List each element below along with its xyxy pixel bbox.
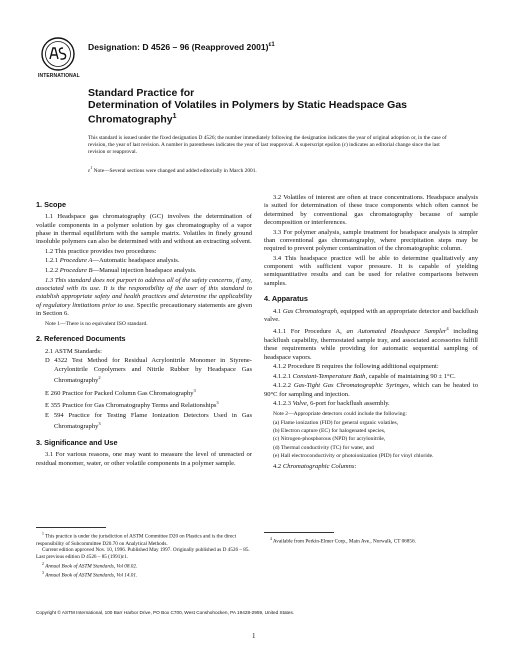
section-heading-significance: 3. Significance and Use (36, 437, 118, 447)
title-line-2: Determination of Volatiles in Polymers by Static Headspace Gas Chromatography$^1$ (88, 99, 407, 126)
reference-e594: E 594 Practice for Testing Flame Ionization Detectors Used in Gas Chromatography$^3$ (45, 411, 252, 431)
paragraph-1-1: 1.1 Headspace gas chromatography (GC) involves the determination of volatile components in a polymer solution by gas chromatography of a vapor phase in thermal equilibrium with the sample matrix. Volatiles in finely ground insoluble polymers can also be determined with and without an extracting solvent. (36, 213, 252, 246)
paragraph-4-1-2-2: 4.1.2.2 Gas-Tight Gas Chromatographic Syringes, which can be heated to 90°C for sampling and injection. (264, 382, 478, 398)
right-column (264, 194, 478, 472)
designation: Designation: D 4526 – 96 (Reapproved 2001)$^{\varepsilon 1}$ (88, 42, 275, 52)
footnote-3: $^3$ Annual Book of ASTM Standards, Vol 14.01. (42, 571, 138, 580)
issued-statement: This standard is issued under the fixed designation D 4526; the number immediately following the designation indicates the year of original adoption or, in the case of revision, the year of last revision. A number in parentheses indicates the year of last reapproval. A superscript epsilon (ε) indicates an editorial change since the last revision or reapproval. (88, 135, 447, 156)
title-line-1: Standard Practice for (88, 87, 195, 99)
section-heading-apparatus: 4. Apparatus (264, 294, 308, 304)
detector-c: (c) Nitrogen-phosphorous (NPD) for acrylonitrile, (273, 436, 386, 443)
paragraph-1-2: 1.2 This practice provides two procedures: (45, 247, 157, 255)
logo-text: INTERNATIONAL (38, 73, 80, 79)
page-title (88, 87, 468, 126)
paragraph-1-2-1: 1.2.1 Procedure A—Automatic headspace analysis. (45, 257, 180, 265)
page-number: 1 (252, 632, 256, 640)
footnote-1b: Current edition approved Nov. 10, 1996. Published May 1997. Originally published as D 4526 – 85. Last previous edition D 4526 – 85 (1991)ε1. (36, 547, 250, 561)
footnote-4: $^4$ Available from Perkin-Elmer Corp., Main Ave., Norwalk, CT 06856. (270, 537, 416, 545)
paragraph-2-1: 2.1 ASTM Standards: (45, 347, 102, 355)
paragraph-3-1: 3.1 For various reasons, one may want to measure the level of unreacted or residual monomer, water, or other volatile components in a polymer sample. (36, 451, 252, 467)
paragraph-3-3: 3.3 For polymer analysis, sample treatment for headspace analysis is simpler than conventional gas chromatography, where precipitation steps may be required to prevent polymer contamination of the chromatographic column. (264, 228, 478, 253)
reference-e355: E 355 Practice for Gas Chromatography Terms and Relationships$^3$ (45, 400, 219, 410)
footnotes-right (264, 536, 478, 546)
detector-d: (d) Thermal conductivity (TC) for water, and (273, 444, 374, 451)
paragraph-4-1: 4.1 Gas Chromatograph, equipped with an appropriate detector and backflush valve. (264, 307, 478, 323)
paragraph-4-1-1: 4.1.1 For Procedure A, an Automated Headspace Sampler$^4$ including backflush capability, thermostated sample tray, and associated accessories fulfill these requirements while providing for automatic sequential sampling of headspace vapors. (264, 326, 478, 361)
reference-e260: E 260 Practice for Packed Column Gas Chromatography$^3$ (45, 387, 196, 397)
section-heading-scope: 1. Scope (36, 200, 67, 209)
footnote-rule (36, 527, 106, 528)
detector-e: (e) Hall electroconductivity or photoionization (PID) for vinyl chloride. (273, 452, 434, 459)
section-heading-referenced-documents: 2. Referenced Documents (36, 334, 126, 344)
paragraph-3-4: 3.4 This headspace practice will be able to determine qualitatively any component with sufficient vapor pressure. It is capable of yielding semiquantitative results and can be used for relative comparisons between samples. (264, 254, 478, 287)
reference-d4322: D 4322 Test Method for Residual Acrylonitrile Monomer in Styrene-Acrylonitrile Copolymers and Nitrile Rubber by Headspace Gas Chromatography$^2$ (45, 357, 252, 385)
paragraph-1-3: 1.3 This standard does not purport to address all of the safety concerns, if any, associated with its use. It is the responsibility of the user of this standard to establish appropriate safety and health practices and determine the applicability of regulatory limitations prior to use. Specific precautionary statements are given in Section 6. (36, 276, 252, 317)
copyright: Copyright © ASTM International, 100 Barr Harbor Drive, PO Box C700, West Conshohocken, PA 19428-2959, United States. (36, 610, 295, 615)
footnote-1: $^1$ This practice is under the jurisdiction of ASTM Committee D20 on Plastics and is the direct responsibility of Subcommittee D20.70 on Analytical Methods. (36, 532, 237, 547)
footnote-2: $^2$ Annual Book of ASTM Standards, Vol 08.02. (42, 561, 138, 570)
paragraph-4-1-2: 4.1.2 Procedure B requires the following additional equipment: (273, 363, 439, 371)
epsilon-note: $\varepsilon^1$ Note—Several sections were changed and added editorially in March 2001. (88, 165, 257, 174)
paragraph-1-2-2: 1.2.2 Procedure B—Manual injection headspace analysis. (45, 266, 197, 274)
footnotes-left (36, 531, 252, 580)
paragraph-4-1-2-3: 4.1.2.3 Valve, 6-port for backflush assembly. (273, 400, 390, 408)
footnote-rule-right (264, 532, 334, 533)
paragraph-4-2: 4.2 Chromatographic Columns: (273, 462, 357, 470)
detector-b: (b) Electron capture (EC) for halogenated species, (273, 427, 386, 434)
left-column (36, 194, 252, 469)
note-1: Note 1—There is no equivalent ISO standard. (45, 321, 148, 328)
note-2: Note 2—Appropriate detectors could include the following: (273, 411, 407, 418)
astm-logo-icon (41, 37, 75, 71)
paragraph-4-1-2-1: 4.1.2.1 Constant-Temperature Bath, capable of maintaining 90 ± 1°C. (273, 372, 456, 380)
paragraph-3-2: 3.2 Volatiles of interest are often at trace concentrations. Headspace analysis is suited for determination of these trace components which often cannot be determined by conventional gas chromatography because of sample decomposition or interferences. (264, 194, 478, 227)
detector-a: (a) Flame ionization (FID) for general organic volatiles, (273, 419, 399, 426)
